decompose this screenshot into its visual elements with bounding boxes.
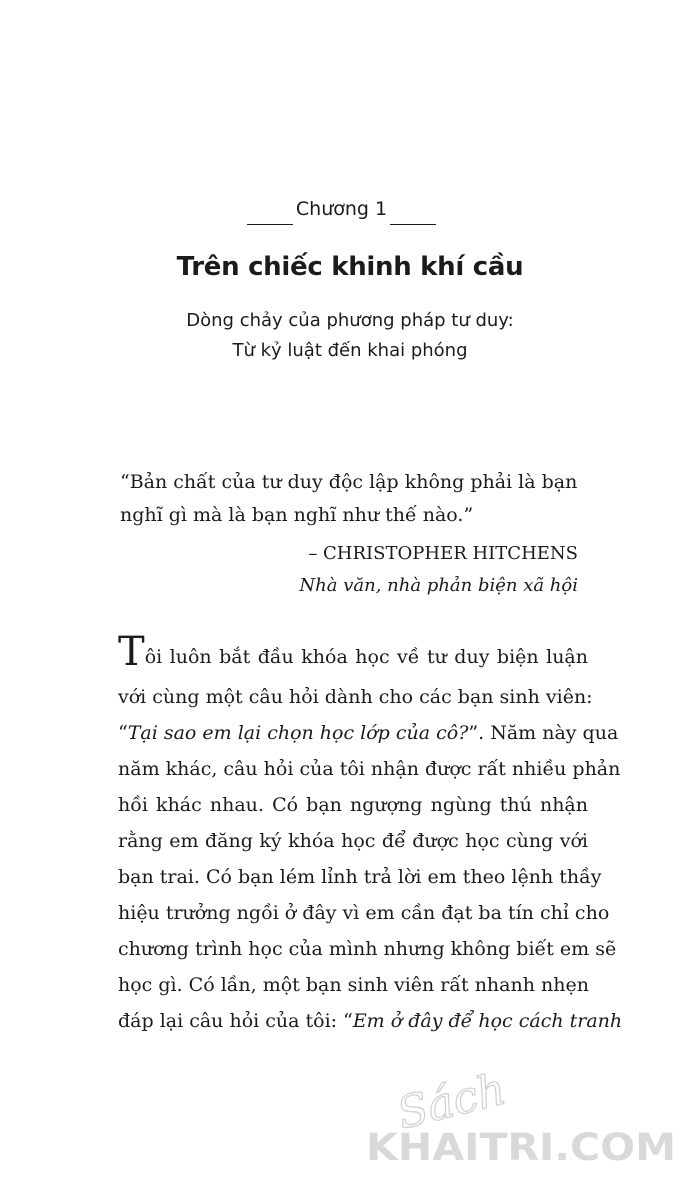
body-line-11 xyxy=(118,1010,623,1032)
body-line-11-italic: Em ở đây để học cách tranh xyxy=(352,1010,623,1032)
body-line-9: chương trình học của mình nhưng không biết em sẽ xyxy=(118,938,617,960)
chapter-rule-right xyxy=(390,224,436,225)
watermark-script: Sách xyxy=(392,1063,511,1140)
chapter-rule-left xyxy=(247,224,293,225)
body-line-10: học gì. Có lần, một bạn sinh viên rất nhanh nhẹn xyxy=(118,974,589,996)
body-line-4: năm khác, câu hỏi của tôi nhận được rất nhiều phản xyxy=(118,758,621,780)
body-line-8: hiệu trưởng ngồi ở đây vì em cần đạt ba tín chỉ cho xyxy=(118,902,610,924)
body-line-1-text: ôi luôn bắt đầu khóa học về tư duy biện luận xyxy=(144,646,588,668)
body-line-5: hồi khác nhau. Có bạn ngượng ngùng thú nhận xyxy=(118,794,588,816)
epigraph-quote-line-1: “Bản chất của tư duy độc lập không phải là bạn xyxy=(120,471,578,493)
chapter-subtitle-line-1: Dòng chảy của phương pháp tư duy: xyxy=(186,310,514,331)
body-line-6: rằng em đăng ký khóa học để được học cùng với xyxy=(118,830,588,852)
body-line-3 xyxy=(118,722,619,744)
body-line-7: bạn trai. Có bạn lém lỉnh trả lời em theo lệnh thầy xyxy=(118,866,602,888)
body-line-3-rest: ”. Năm này qua xyxy=(468,722,619,744)
body-line-3-open-quote: “ xyxy=(118,722,128,744)
watermark-brand: KHAITRI.COM xyxy=(366,1126,676,1168)
body-line-3-italic: Tại sao em lại chọn học lớp của cô? xyxy=(127,722,469,744)
epigraph-quote-line-2: nghĩ gì mà là bạn nghĩ như thế nào.” xyxy=(120,504,474,526)
drop-cap: T xyxy=(118,629,145,675)
watermark-logo xyxy=(366,1058,676,1168)
epigraph-quote xyxy=(120,466,590,532)
chapter-title: Trên chiếc khinh khí cầu xyxy=(176,252,524,282)
body-line-2: với cùng một câu hỏi dành cho các bạn sinh viên: xyxy=(118,686,593,708)
body-line-1 xyxy=(118,629,588,675)
chapter-label: Chương 1 xyxy=(295,198,388,220)
epigraph-author: – CHRISTOPHER HITCHENS xyxy=(308,543,578,564)
body-line-11-text: đáp lại câu hỏi của tôi: “ xyxy=(118,1010,353,1032)
epigraph-author-role: Nhà văn, nhà phản biện xã hội xyxy=(299,575,578,596)
chapter-subtitle-line-2: Từ kỷ luật đến khai phóng xyxy=(232,340,468,361)
